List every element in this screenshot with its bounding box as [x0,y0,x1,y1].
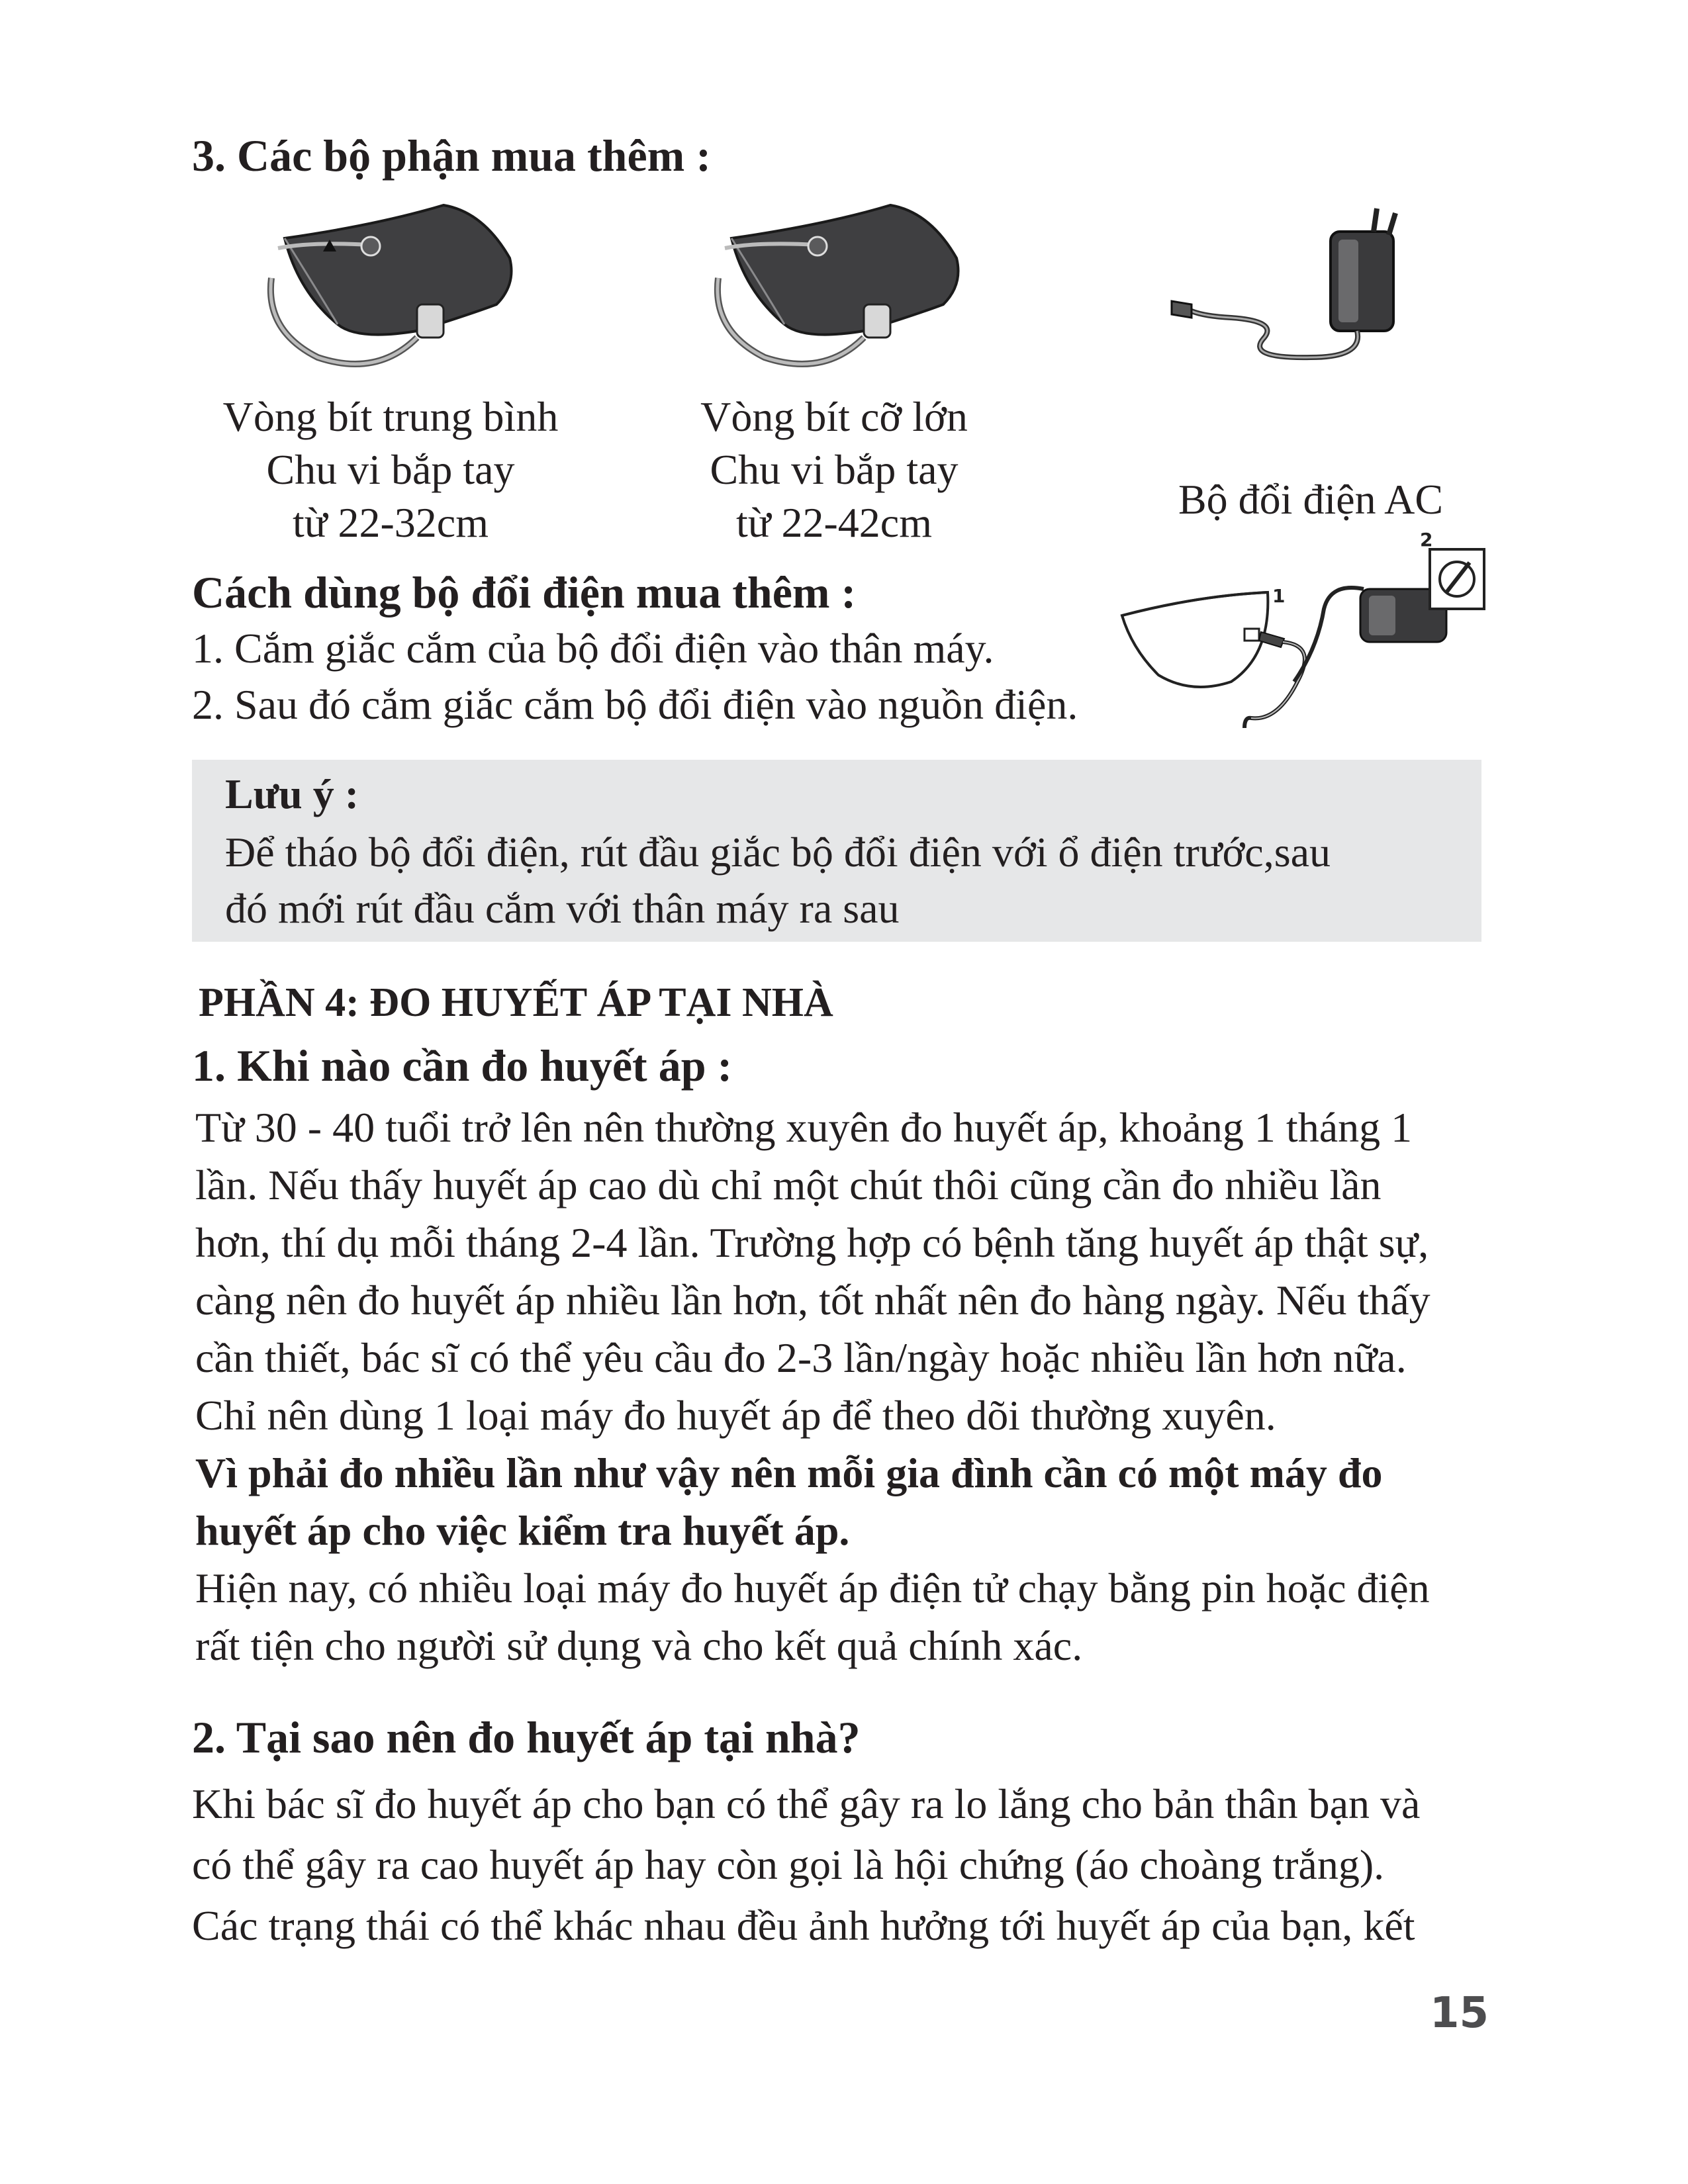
cuff-medium-caption: Vòng bít trung bình Chu vi bắp tay từ 22-32cm [222,393,559,546]
part4-s1-body [195,1099,1430,1674]
note-line-1: Để tháo bộ đổi điện, rút đầu giắc bộ đổi điện với ổ điện trước,sau [225,829,1331,876]
note-title: Lưu ý : [225,770,359,817]
note-box [192,760,1481,942]
s1-bold-line-1: Vì phải đo nhiều lần như vậy nên mỗi gia đình cần có một máy đo [195,1449,1383,1496]
section-heading: 3. Các bộ phận mua thêm : [192,130,711,181]
diagram-label-1: 1 [1272,585,1286,607]
page-number: 15 [1430,1989,1489,2038]
s1-line-5: cần thiết, bác sĩ có thể yêu cầu đo 2-3 lần/ngày hoặc nhiều lần hơn nữa. [195,1334,1407,1381]
ac-adapter-caption: Bộ đổi điện AC [1178,476,1444,523]
cuff-large-caption: Vòng bít cỡ lớn Chu vi bắp tay từ 22-42cm [700,393,968,546]
s1-bold-line-2: huyết áp cho việc kiểm tra huyết áp. [195,1507,850,1554]
s2-line-1: Khi bác sĩ đo huyết áp cho bạn có thể gây ra lo lắng cho bản thân bạn và [192,1780,1421,1827]
s1-tail-line-1: Hiện nay, có nhiều loại máy đo huyết áp điện tử chạy bằng pin hoặc điện [195,1565,1430,1612]
cuff-large-icon [705,199,983,384]
diagram-label-2: 2 [1420,529,1433,551]
s1-tail-line-2: rất tiện cho người sử dụng và cho kết quả chính xác. [195,1622,1083,1669]
usage-step-2: 2. Sau đó cắm giắc cắm bộ đổi điện vào nguồn điện. [192,681,1078,728]
s2-line-2: có thể gây ra cao huyết áp hay còn gọi là hội chứng (áo choàng trắng). [192,1841,1385,1888]
part4-s2-body [192,1774,1420,1956]
note-line-2: đó mới rút đầu cắm với thân máy ra sau [225,885,900,932]
part4-s2-heading: 2. Tại sao nên đo huyết áp tại nhà? [192,1712,861,1762]
ac-adapter-icon [1165,205,1443,377]
s1-line-6: Chỉ nên dùng 1 loại máy đo huyết áp để theo dõi thường xuyên. [195,1392,1276,1439]
s2-line-3: Các trạng thái có thể khác nhau đều ảnh hưởng tới huyết áp của bạn, kết [192,1902,1415,1949]
usage-heading: Cách dùng bộ đổi điện mua thêm : [192,567,857,617]
usage-step-1: 1. Cắm giắc cắm của bộ đổi điện vào thân máy. [192,625,994,672]
s1-line-1: Từ 30 - 40 tuổi trở lên nên thường xuyên đo huyết áp, khoảng 1 tháng 1 [195,1104,1413,1151]
adapter-connection-diagram [1119,529,1496,741]
s1-line-2: lần. Nếu thấy huyết áp cao dù chỉ một chút thôi cũng cần đo nhiều lần [195,1161,1382,1208]
part4-s1-heading: 1. Khi nào cần đo huyết áp : [192,1040,733,1091]
s1-line-3: hơn, thí dụ mỗi tháng 2-4 lần. Trường hợp có bệnh tăng huyết áp thật sự, [195,1219,1429,1266]
part4-title: PHẦN 4: ĐO HUYẾT ÁP TẠI NHÀ [199,980,833,1025]
cuff-medium-icon [258,199,536,384]
s1-line-4: càng nên đo huyết áp nhiều lần hơn, tốt nhất nên đo hàng ngày. Nếu thấy [195,1277,1430,1324]
